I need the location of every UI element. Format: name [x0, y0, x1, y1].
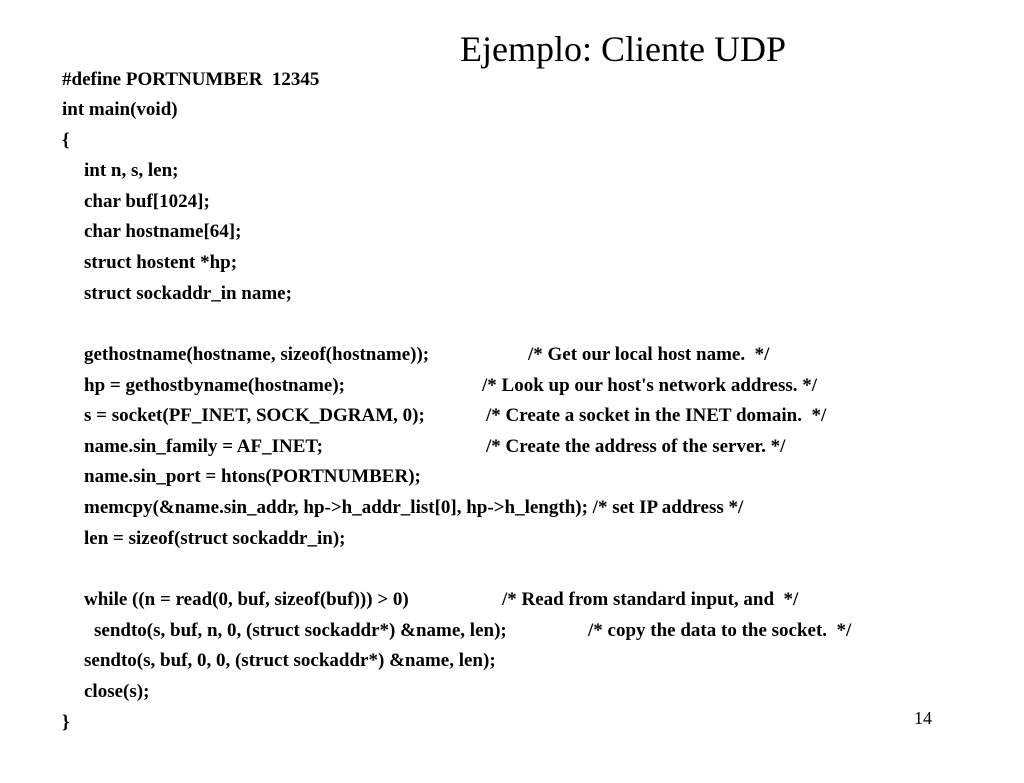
code-text: {	[62, 130, 70, 151]
code-line-open-brace	[62, 129, 81, 201]
code-text: while ((n = read(0, buf, sizeof(buf))) > 0)	[84, 589, 409, 610]
code-text: hp = gethostbyname(hostname);	[84, 375, 345, 396]
code-text: struct hostent *hp;	[84, 252, 238, 273]
code-text: }	[62, 712, 70, 733]
code-line-close-brace	[62, 711, 81, 783]
page-number: 14	[914, 708, 932, 728]
code-text: int n, s, len;	[84, 160, 179, 181]
code-comment: /* copy the data to the socket. */	[588, 620, 852, 641]
code-comment: /* Look up our host's network address. */	[482, 375, 818, 396]
code-text: sendto(s, buf, 0, 0, (struct sockaddr*) &name, len);	[84, 650, 496, 671]
code-text: char hostname[64];	[84, 221, 242, 242]
code-text: close(s);	[84, 681, 150, 702]
code-line-close	[84, 680, 150, 752]
code-text: gethostname(hostname, sizeof(hostname));	[84, 344, 430, 365]
code-text: name.sin_family = AF_INET;	[84, 436, 324, 457]
code-text: int main(void)	[62, 99, 178, 120]
code-text: struct sockaddr_in name;	[84, 283, 292, 304]
code-text: memcpy(&name.sin_addr, hp->h_addr_list[0], hp->h_length); /* set IP address */	[84, 497, 744, 518]
code-comment: /* Create the address of the server. */	[486, 436, 786, 457]
code-comment: /* Read from standard input, and */	[502, 589, 799, 610]
code-comment: /* Get our local host name. */	[528, 344, 770, 365]
code-text: char buf[1024];	[84, 191, 210, 212]
code-text: sendto(s, buf, n, 0, (struct sockaddr*) &name, len);	[94, 620, 507, 641]
slide-title: Ejemplo: Cliente UDP	[460, 29, 786, 69]
code-text: s = socket(PF_INET, SOCK_DGRAM, 0);	[84, 405, 425, 426]
code-comment: /* Create a socket in the INET domain. */	[486, 405, 827, 426]
code-text: #define PORTNUMBER 12345	[62, 69, 320, 90]
code-text: name.sin_port = htons(PORTNUMBER);	[84, 466, 421, 487]
code-text: len = sizeof(struct sockaddr_in);	[84, 528, 346, 549]
